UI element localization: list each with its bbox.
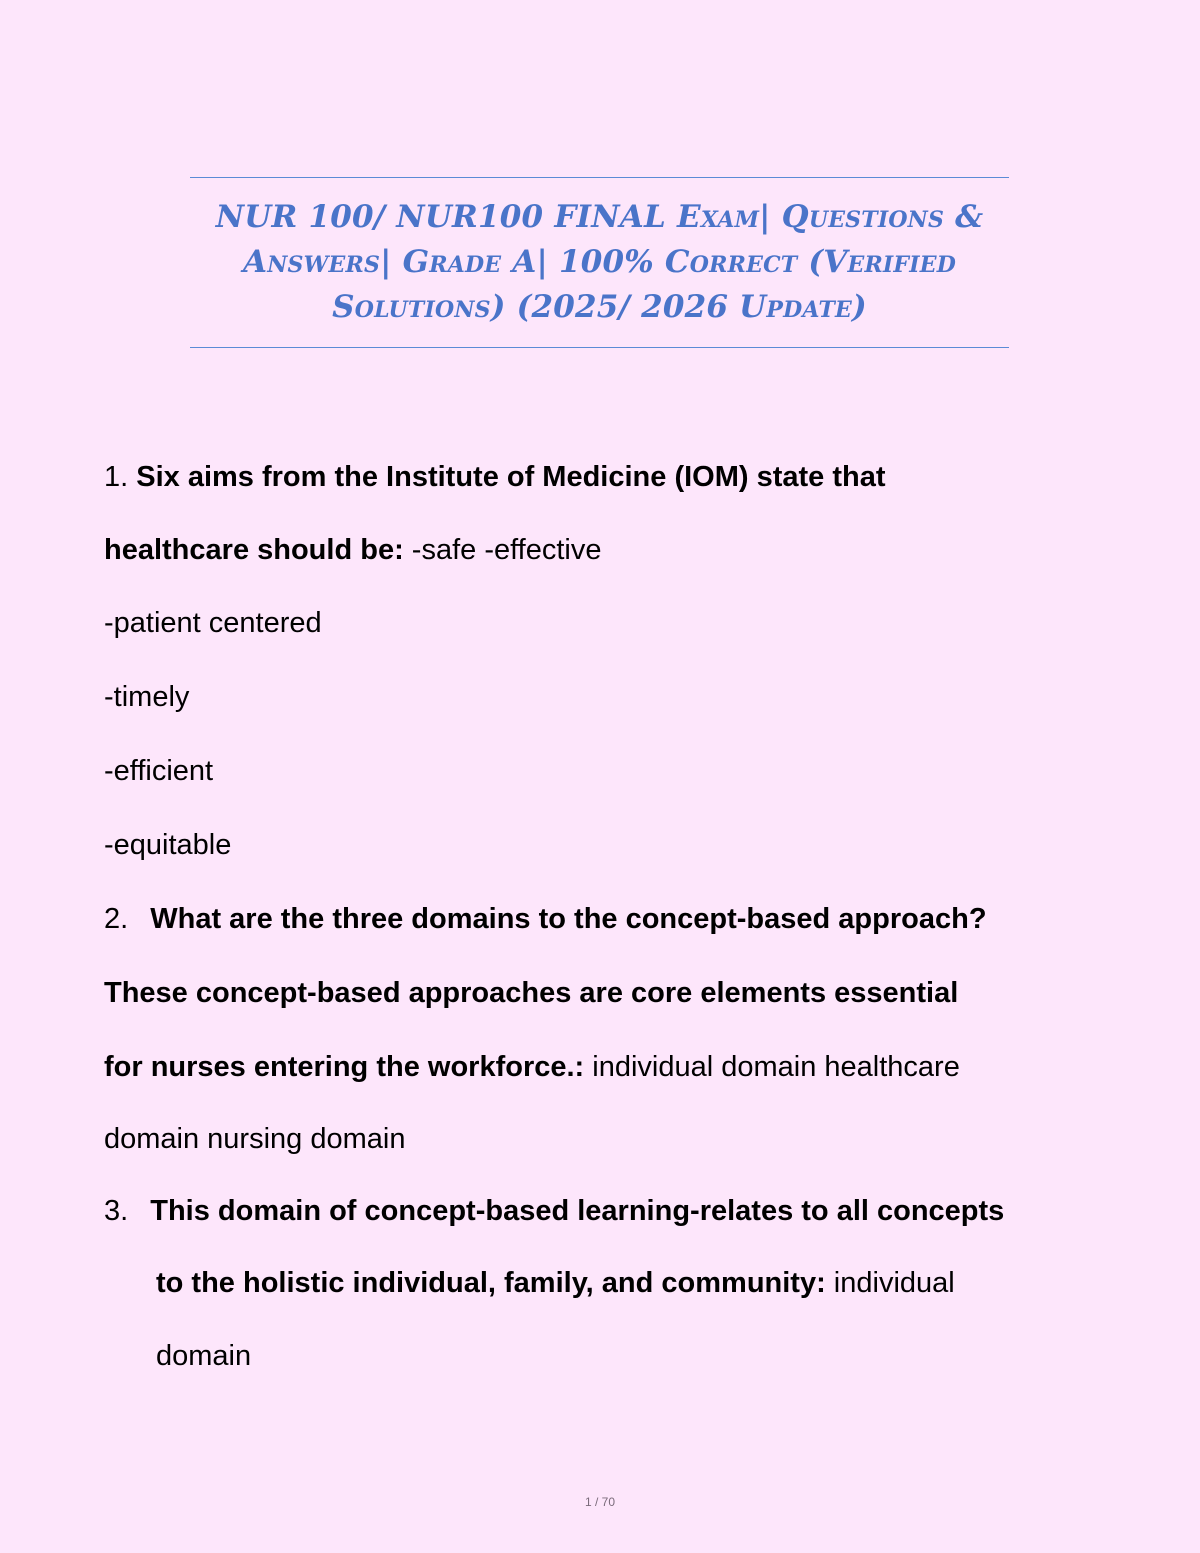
question-1-answer-line-1: -patient centered bbox=[104, 607, 322, 639]
title-bottom-rule bbox=[190, 347, 1009, 348]
question-3-answer-inline: individual bbox=[825, 1267, 955, 1299]
title-line-2: Answers| Grade A| 100% Correct (Verified bbox=[243, 244, 956, 280]
question-3-line-1 bbox=[104, 1193, 1004, 1229]
question-2-answer-line-2: domain nursing domain bbox=[104, 1123, 406, 1155]
question-2-text-part-2: These concept-based approaches are core elements essential bbox=[104, 977, 959, 1009]
page-indicator: 1 / 70 bbox=[584, 1495, 616, 1509]
question-3-line-2 bbox=[156, 1265, 955, 1301]
question-1-number: 1. bbox=[104, 461, 129, 493]
title-top-rule bbox=[190, 177, 1009, 178]
question-1-answer-line-2: -timely bbox=[104, 681, 190, 713]
question-2-text-part-3: for nurses entering the workforce.: bbox=[104, 1051, 585, 1083]
question-1-text-part-2: healthcare should be: bbox=[104, 534, 404, 566]
question-2-line-1 bbox=[104, 901, 987, 937]
question-1-answer-inline: -safe -effective bbox=[403, 534, 602, 566]
document-title bbox=[190, 195, 1009, 330]
title-line-1: NUR 100/ NUR100 FINAL Exam| Questions & bbox=[215, 199, 984, 235]
question-2-answer-inline: individual domain healthcare bbox=[584, 1051, 960, 1083]
question-1-text-part-1: Six aims from the Institute of Medicine (IOM) state that bbox=[136, 461, 886, 493]
question-2-number: 2. bbox=[104, 903, 129, 935]
question-3-text-part-2: to the holistic individual, family, and community: bbox=[156, 1267, 826, 1299]
question-1-line-1 bbox=[104, 459, 886, 495]
question-3-number: 3. bbox=[104, 1195, 129, 1227]
question-1-line-2 bbox=[104, 532, 601, 568]
question-2-line-3 bbox=[104, 1049, 960, 1085]
question-1-answer-line-4: -equitable bbox=[104, 829, 232, 861]
question-3-answer-line-2: domain bbox=[156, 1340, 252, 1372]
title-line-3: Solutions) (2025/ 2026 Update) bbox=[332, 289, 867, 325]
question-1-answer-line-3: -efficient bbox=[104, 755, 214, 787]
question-3-text-part-1: This domain of concept-based learning-relates to all concepts bbox=[150, 1195, 1005, 1227]
question-2-text-part-1: What are the three domains to the concept-based approach? bbox=[150, 903, 987, 935]
